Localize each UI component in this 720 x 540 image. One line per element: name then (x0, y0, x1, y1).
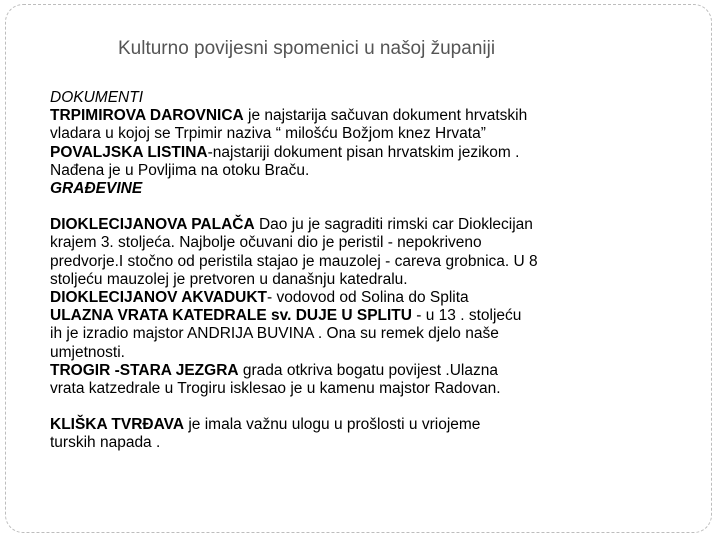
klis-text-1: je imala važnu ulogu u prošlosti u vriojeme (184, 416, 481, 434)
klis-text-2: turskih napada . (50, 434, 161, 452)
trpimir-line-1 (50, 107, 670, 125)
trogir-text-2: vrata katzedrale u Trogiru isklesao je u kamenu majstor Radovan. (50, 380, 501, 398)
content-body (50, 89, 670, 453)
aqueduct-name: DIOKLECIJANOV AKVADUKT (50, 289, 268, 307)
gate-line-1 (50, 307, 670, 325)
gate-text-1: - u 13 . stoljeću (411, 307, 522, 325)
palace-text-4: stoljeću mauzolej je pretvoren u današnju katedralu. (50, 270, 408, 288)
gate-text-2: ih je izradio majstor ANDRIJA BUVINA . Ona su remek djelo naše (50, 325, 499, 343)
povaljska-text-1: -najstariji dokument pisan hrvatskim jezikom . (207, 143, 520, 161)
trogir-text-1: grada otkriva bogatu povijest .Ulazna (238, 361, 498, 379)
klis-line-1 (50, 416, 670, 434)
aqueduct-line (50, 289, 670, 307)
palace-line-1 (50, 216, 670, 234)
povaljska-line-1 (50, 144, 670, 162)
gate-name: ULAZNA VRATA KATEDRALE sv. DUJE U SPLITU (50, 307, 412, 325)
klis-name: KLIŠKA TVRĐAVA (50, 416, 185, 434)
palace-text-3: predvorje.I stočno od peristila stajao je mauzolej - careva grobnica. U 8 (50, 252, 538, 270)
palace-text-1: Dao ju je sagraditi rimski car Dioklecijan (254, 216, 533, 234)
page-title: Kulturno povijesni spomenici u našoj županiji (118, 38, 496, 59)
povaljska-text-2: Nađena je u Povljima na otoku Braču. (50, 161, 310, 179)
palace-text-2: krajem 3. stoljeća. Najbolje očuvani dio je peristil - nepokriveno (50, 234, 482, 252)
palace-name: DIOKLECIJANOVA PALAČA (50, 216, 255, 234)
trogir-name: TROGIR -STARA JEZGRA (50, 361, 239, 379)
trogir-line-1 (50, 362, 670, 380)
heading-buildings: GRAĐEVINE (50, 180, 143, 198)
gate-text-3: umjetnosti. (50, 343, 125, 361)
trpimir-text-2: vladara u kojoj se Trpimir naziva “ milošću Božjom knez Hrvata” (50, 125, 486, 143)
povaljska-name: POVALJSKA LISTINA (50, 143, 208, 161)
heading-documents: DOKUMENTI (50, 89, 143, 106)
aqueduct-text: - vodovod od Solina do Splita (267, 289, 469, 307)
trpimir-text-1: je najstarija sačuvan dokument hrvatskih (243, 107, 528, 125)
trpimir-name: TRPIMIROVA DAROVNICA (50, 107, 244, 125)
